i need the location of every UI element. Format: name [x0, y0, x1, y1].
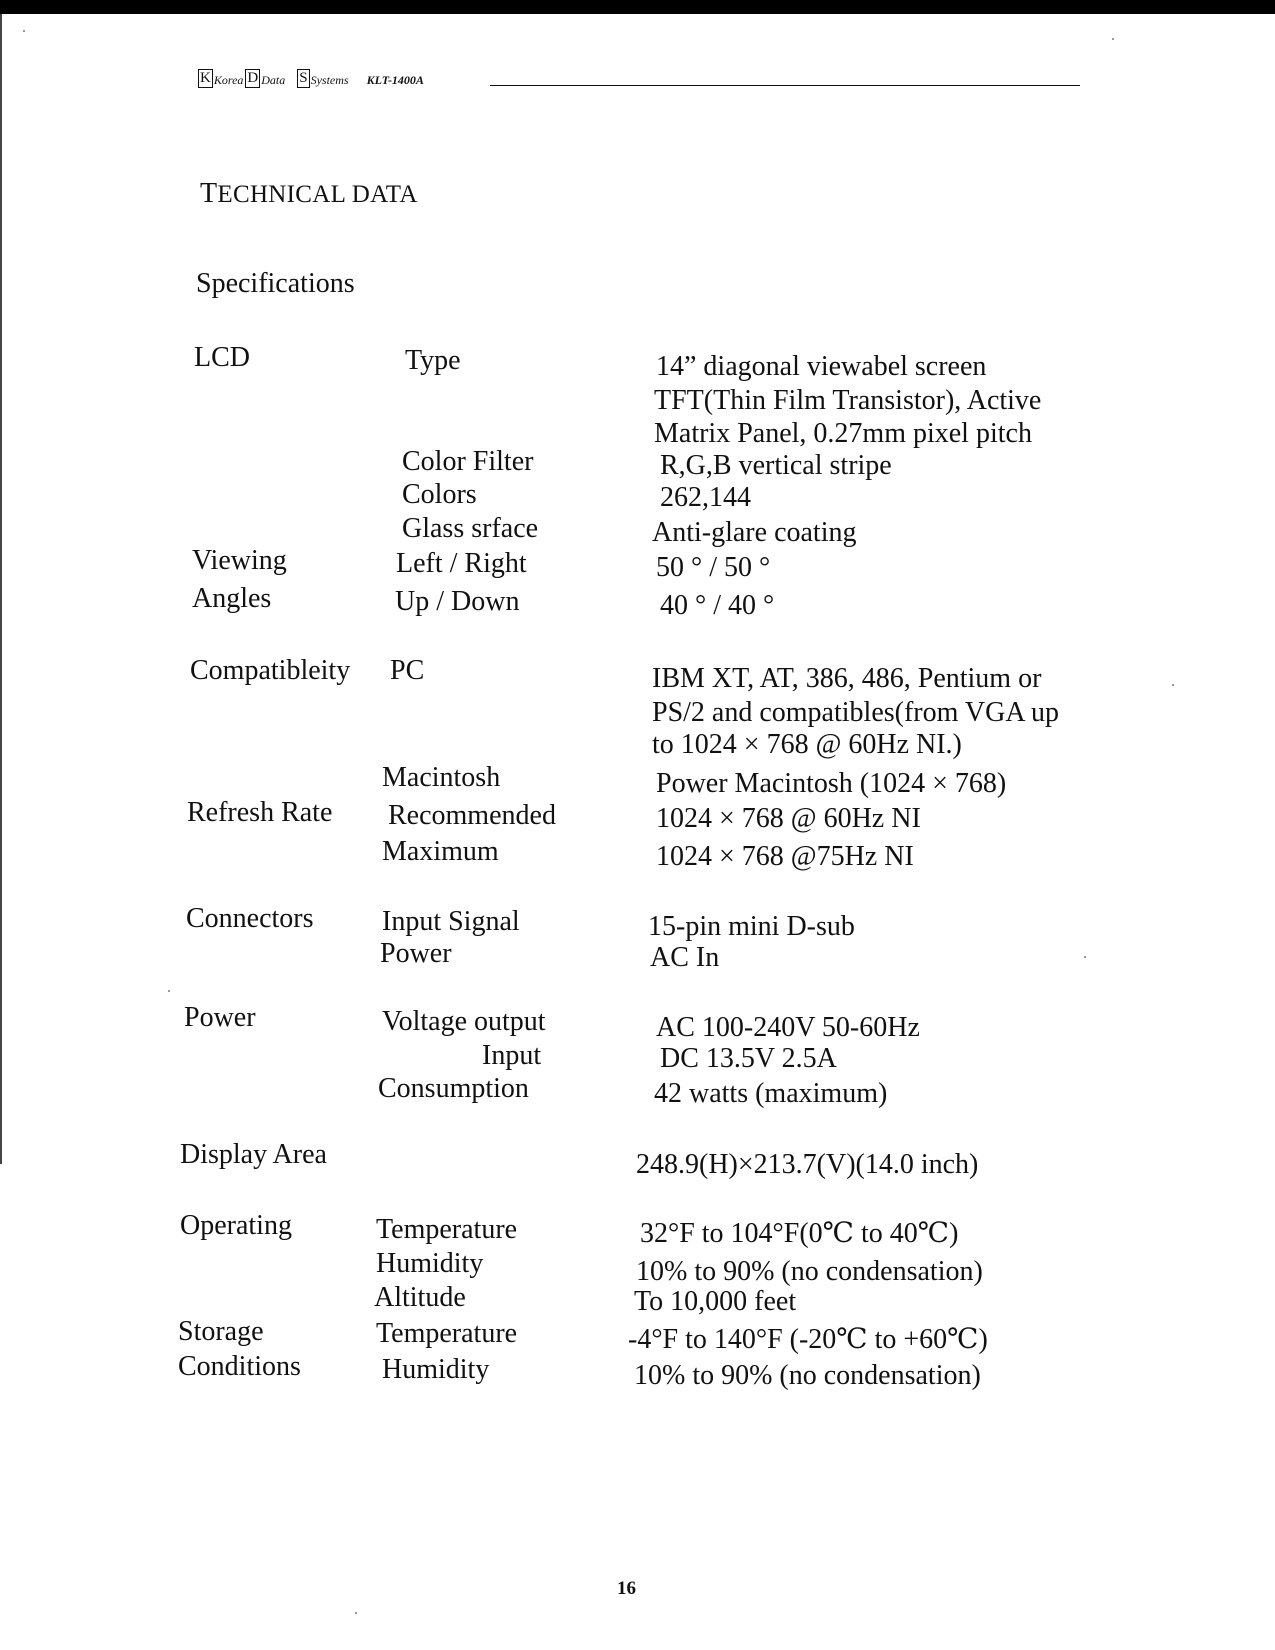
compat-pc-label: PC: [390, 655, 425, 686]
connector-power-label: Power: [380, 938, 452, 969]
operating-temperature-value: 32°F to 104°F(0℃ to 40℃): [640, 1218, 959, 1249]
logo-word-data: Data: [261, 73, 286, 87]
scan-speck: [1112, 38, 1114, 40]
refresh-recommended-value: 1024 × 768 @ 60Hz NI: [656, 803, 921, 834]
lcd-color-filter-value: R,G,B vertical stripe: [660, 450, 892, 481]
scan-top-border: [0, 0, 1275, 14]
scan-speck: [1084, 956, 1086, 958]
viewing-label: Viewing: [192, 545, 287, 576]
logo-word-korea: Korea: [213, 73, 244, 87]
model-number: KLT-1400A: [366, 73, 424, 87]
operating-humidity-label: Humidity: [376, 1248, 484, 1279]
compat-pc-value-line3: to 1024 × 768 @ 60Hz NI.): [652, 729, 962, 760]
storage-label: Storage: [178, 1316, 264, 1347]
lcd-colors-value: 262,144: [660, 482, 751, 513]
viewing-left-right-label: Left / Right: [396, 548, 527, 579]
lcd-type-value-line2: TFT(Thin Film Transistor), Active: [654, 385, 1042, 416]
viewing-up-down-label: Up / Down: [395, 586, 520, 617]
compat-pc-value-line2: PS/2 and compatibles(from VGA up: [652, 697, 1060, 728]
power-voltage-label: Voltage output: [382, 1006, 546, 1037]
connectors-label: Connectors: [186, 903, 314, 934]
refresh-rate-label: Refresh Rate: [187, 797, 333, 828]
power-consumption-value: 42 watts (maximum): [654, 1078, 888, 1109]
scan-speck: [1172, 684, 1174, 686]
connector-power-value: AC In: [650, 942, 720, 973]
lcd-type-value-line3: Matrix Panel, 0.27mm pixel pitch: [654, 418, 1032, 449]
lcd-label: LCD: [194, 342, 250, 373]
operating-humidity-value: 10% to 90% (no condensation): [636, 1256, 983, 1287]
display-area-value: 248.9(H)×213.7(V)(14.0 inch): [636, 1149, 979, 1180]
operating-altitude-label: Altitude: [374, 1282, 466, 1313]
operating-altitude-value: To 10,000 feet: [634, 1286, 797, 1317]
lcd-type-value-line1: 14” diagonal viewabel screen: [656, 351, 987, 382]
scan-left-edge: [0, 14, 2, 1164]
power-input-value: DC 13.5V 2.5A: [660, 1043, 837, 1074]
connector-input-signal-label: Input Signal: [382, 906, 520, 937]
power-consumption-label: Consumption: [378, 1073, 529, 1104]
storage-humidity-value: 10% to 90% (no condensation): [634, 1360, 981, 1391]
scan-speck: [355, 1612, 357, 1614]
operating-label: Operating: [180, 1210, 292, 1241]
storage-temperature-value: -4°F to 140°F (-20℃ to +60℃): [628, 1324, 988, 1355]
refresh-maximum-label: Maximum: [382, 836, 499, 867]
connector-input-signal-value: 15-pin mini D-sub: [648, 911, 855, 942]
power-input-label: Input: [482, 1040, 542, 1071]
scan-speck: [23, 30, 25, 32]
compat-mac-value: Power Macintosh (1024 × 768): [656, 768, 1007, 799]
power-label: Power: [184, 1002, 256, 1033]
lcd-type-label: Type: [405, 345, 461, 376]
compat-pc-value-line1: IBM XT, AT, 386, 486, Pentium or: [652, 663, 1042, 694]
company-logo: K Korea D Data S Systems: [200, 70, 349, 87]
refresh-recommended-label: Recommended: [388, 800, 556, 831]
lcd-colors-label: Colors: [402, 479, 477, 510]
angles-label: Angles: [192, 583, 272, 614]
page-title: TECHNICAL DATA: [200, 178, 418, 209]
compat-mac-label: Macintosh: [382, 762, 501, 793]
scan-speck: [168, 990, 170, 992]
display-area-label: Display Area: [180, 1139, 327, 1170]
page-header: [198, 62, 424, 88]
storage-temperature-label: Temperature: [376, 1318, 518, 1349]
lcd-glass-value: Anti-glare coating: [652, 517, 857, 548]
lcd-glass-label: Glass srface: [402, 513, 539, 544]
compatibility-label: Compatibleity: [190, 655, 351, 686]
conditions-label: Conditions: [178, 1351, 301, 1382]
operating-temperature-label: Temperature: [376, 1214, 518, 1245]
section-subtitle: Specifications: [196, 268, 355, 299]
logo-word-systems: Systems: [310, 73, 349, 87]
storage-humidity-label: Humidity: [382, 1354, 490, 1385]
page-number: 16: [617, 1578, 636, 1599]
viewing-up-down-value: 40 ° / 40 °: [660, 590, 775, 621]
viewing-left-right-value: 50 ° / 50 °: [656, 552, 771, 583]
header-rule: [490, 85, 1080, 87]
power-voltage-value: AC 100-240V 50-60Hz: [656, 1012, 920, 1043]
refresh-maximum-value: 1024 × 768 @75Hz NI: [656, 841, 914, 872]
lcd-color-filter-label: Color Filter: [402, 446, 534, 477]
